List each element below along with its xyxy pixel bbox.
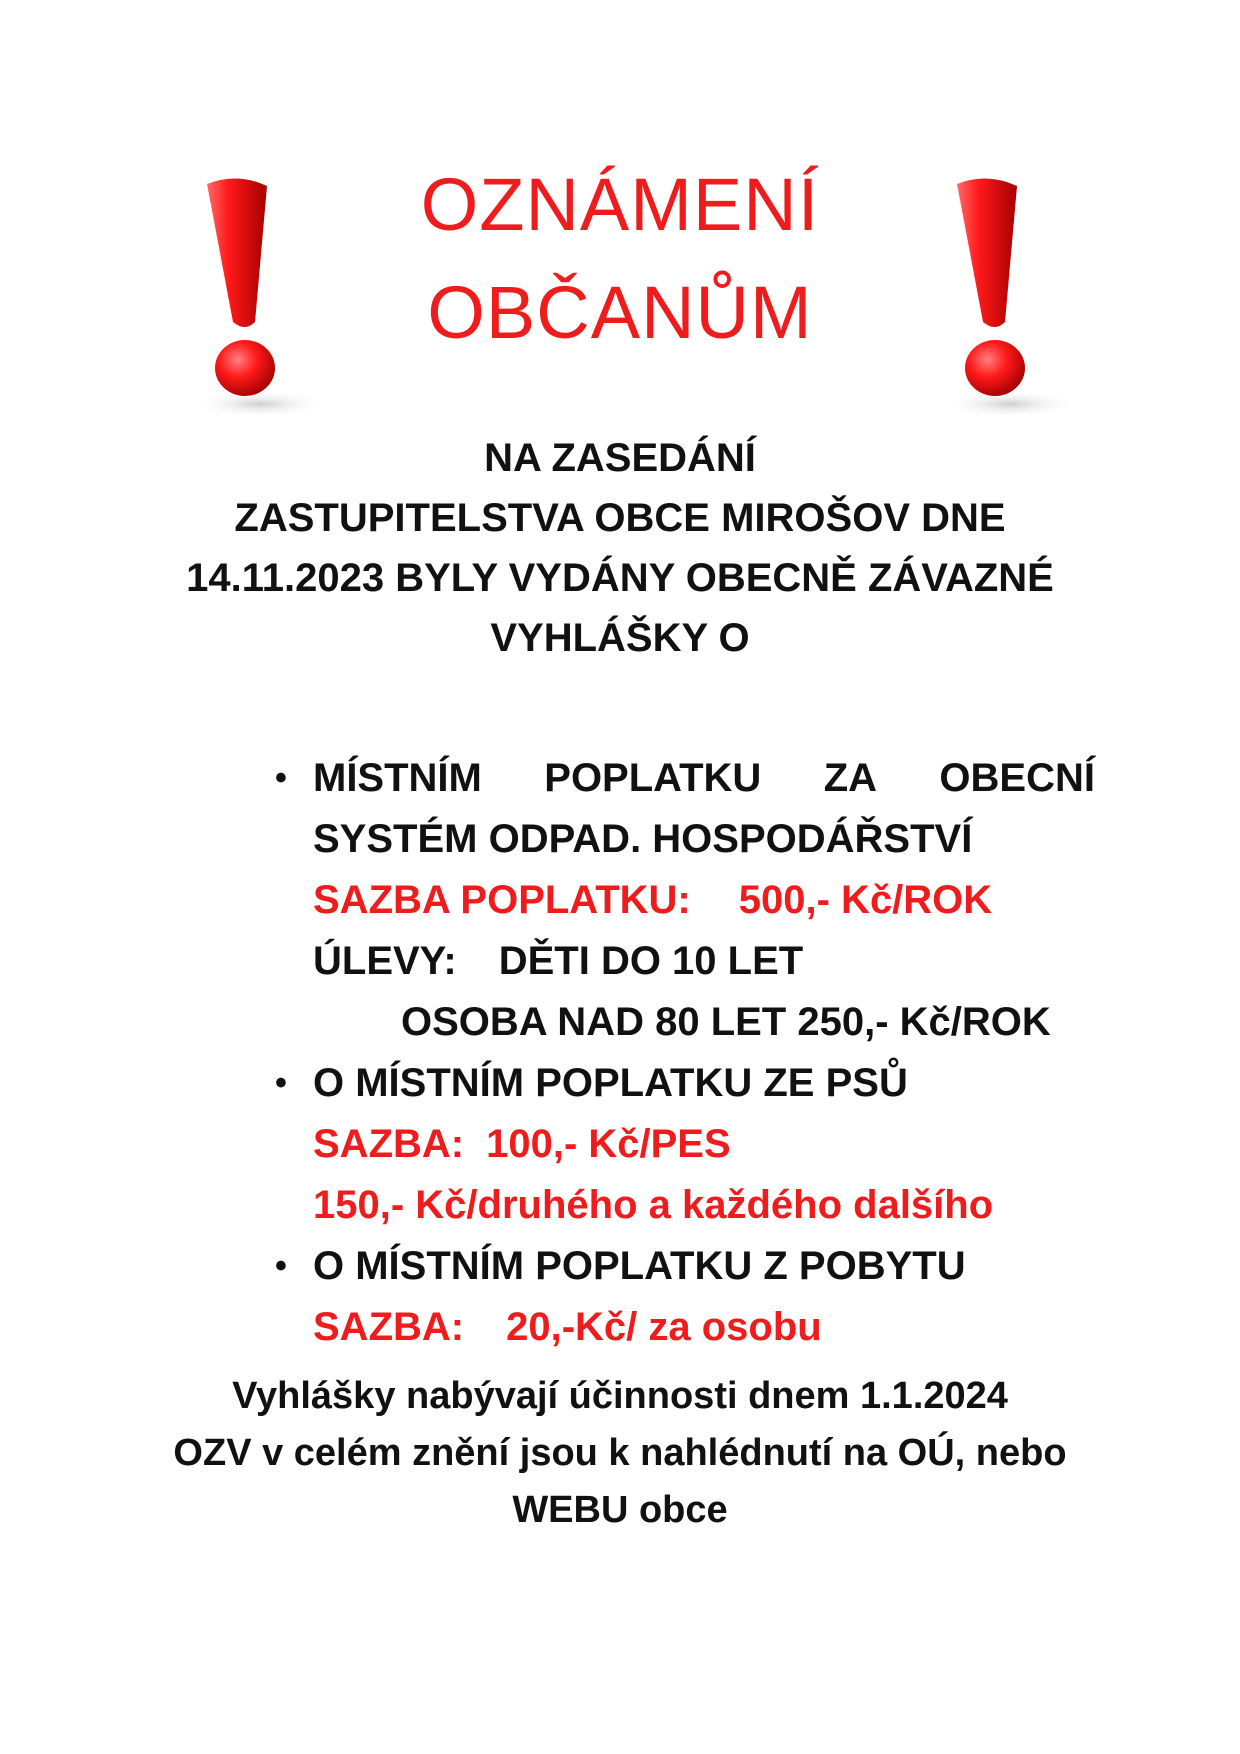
rate-value: 100,- Kč/PES (486, 1122, 731, 1166)
footer-text (0, 1368, 1240, 1539)
item-heading: O MÍSTNÍM POPLATKU Z POBYTU (313, 1244, 966, 1288)
relief-label: ÚLEVY: (313, 939, 457, 983)
heading-word: MÍSTNÍM (313, 756, 482, 800)
rate-label: SAZBA POPLATKU: (313, 878, 691, 922)
ordinance-list (275, 748, 1095, 1358)
intro-line-3: 14.11.2023 BYLY VYDÁNY OBECNĚ ZÁVAZNÉ (186, 556, 1054, 600)
intro-text (0, 428, 1240, 668)
rate-extra: 150,- Kč/druhého a každého dalšího (313, 1183, 994, 1227)
intro-line-1: NA ZASEDÁNÍ (484, 436, 756, 480)
heading-word: POPLATKU (544, 756, 762, 800)
relief-senior: OSOBA NAD 80 LET 250,- Kč/ROK (401, 1000, 1051, 1044)
relief-children: DĚTI DO 10 LET (498, 939, 804, 983)
footer-line-2: OZV v celém znění jsou k nahlédnutí na OÚ, nebo (173, 1432, 1067, 1474)
footer-line-1: Vyhlášky nabývají účinnosti dnem 1.1.2024 (232, 1375, 1008, 1417)
rate-row (313, 870, 1095, 931)
item-heading: O MÍSTNÍM POPLATKU ZE PSŮ (313, 1061, 908, 1105)
intro-line-2: ZASTUPITELSTVA OBCE MIROŠOV DNE (234, 496, 1006, 540)
bullet-icon: • (275, 1064, 287, 1102)
footer-line-3: WEBU obce (512, 1489, 728, 1531)
intro-line-4: VYHLÁŠKY O (490, 616, 750, 660)
list-item-stay-fee (275, 1236, 1095, 1358)
rate-label: SAZBA: (313, 1122, 465, 1166)
relief-row (313, 931, 1095, 992)
title-line-2: OBČANŮM (427, 271, 813, 354)
rate-row (313, 1297, 1095, 1358)
heading-word: ZA (823, 756, 878, 800)
rate-value: 20,-Kč/ za osobu (506, 1305, 822, 1349)
list-item-waste-fee (275, 748, 1095, 1053)
item-heading-line-2: SYSTÉM ODPAD. HOSPODÁŘSTVÍ (313, 817, 973, 861)
title-line-1: OZNÁMENÍ (420, 163, 820, 246)
item-heading (313, 748, 1095, 809)
rate-label: SAZBA: (313, 1305, 465, 1349)
bullet-icon: • (275, 759, 287, 797)
bullet-icon: • (275, 1247, 287, 1285)
heading-word: OBECNÍ (939, 756, 1095, 800)
rate-row (313, 1114, 1095, 1175)
rate-value: 500,- Kč/ROK (738, 878, 993, 922)
list-item-dog-fee (275, 1053, 1095, 1236)
